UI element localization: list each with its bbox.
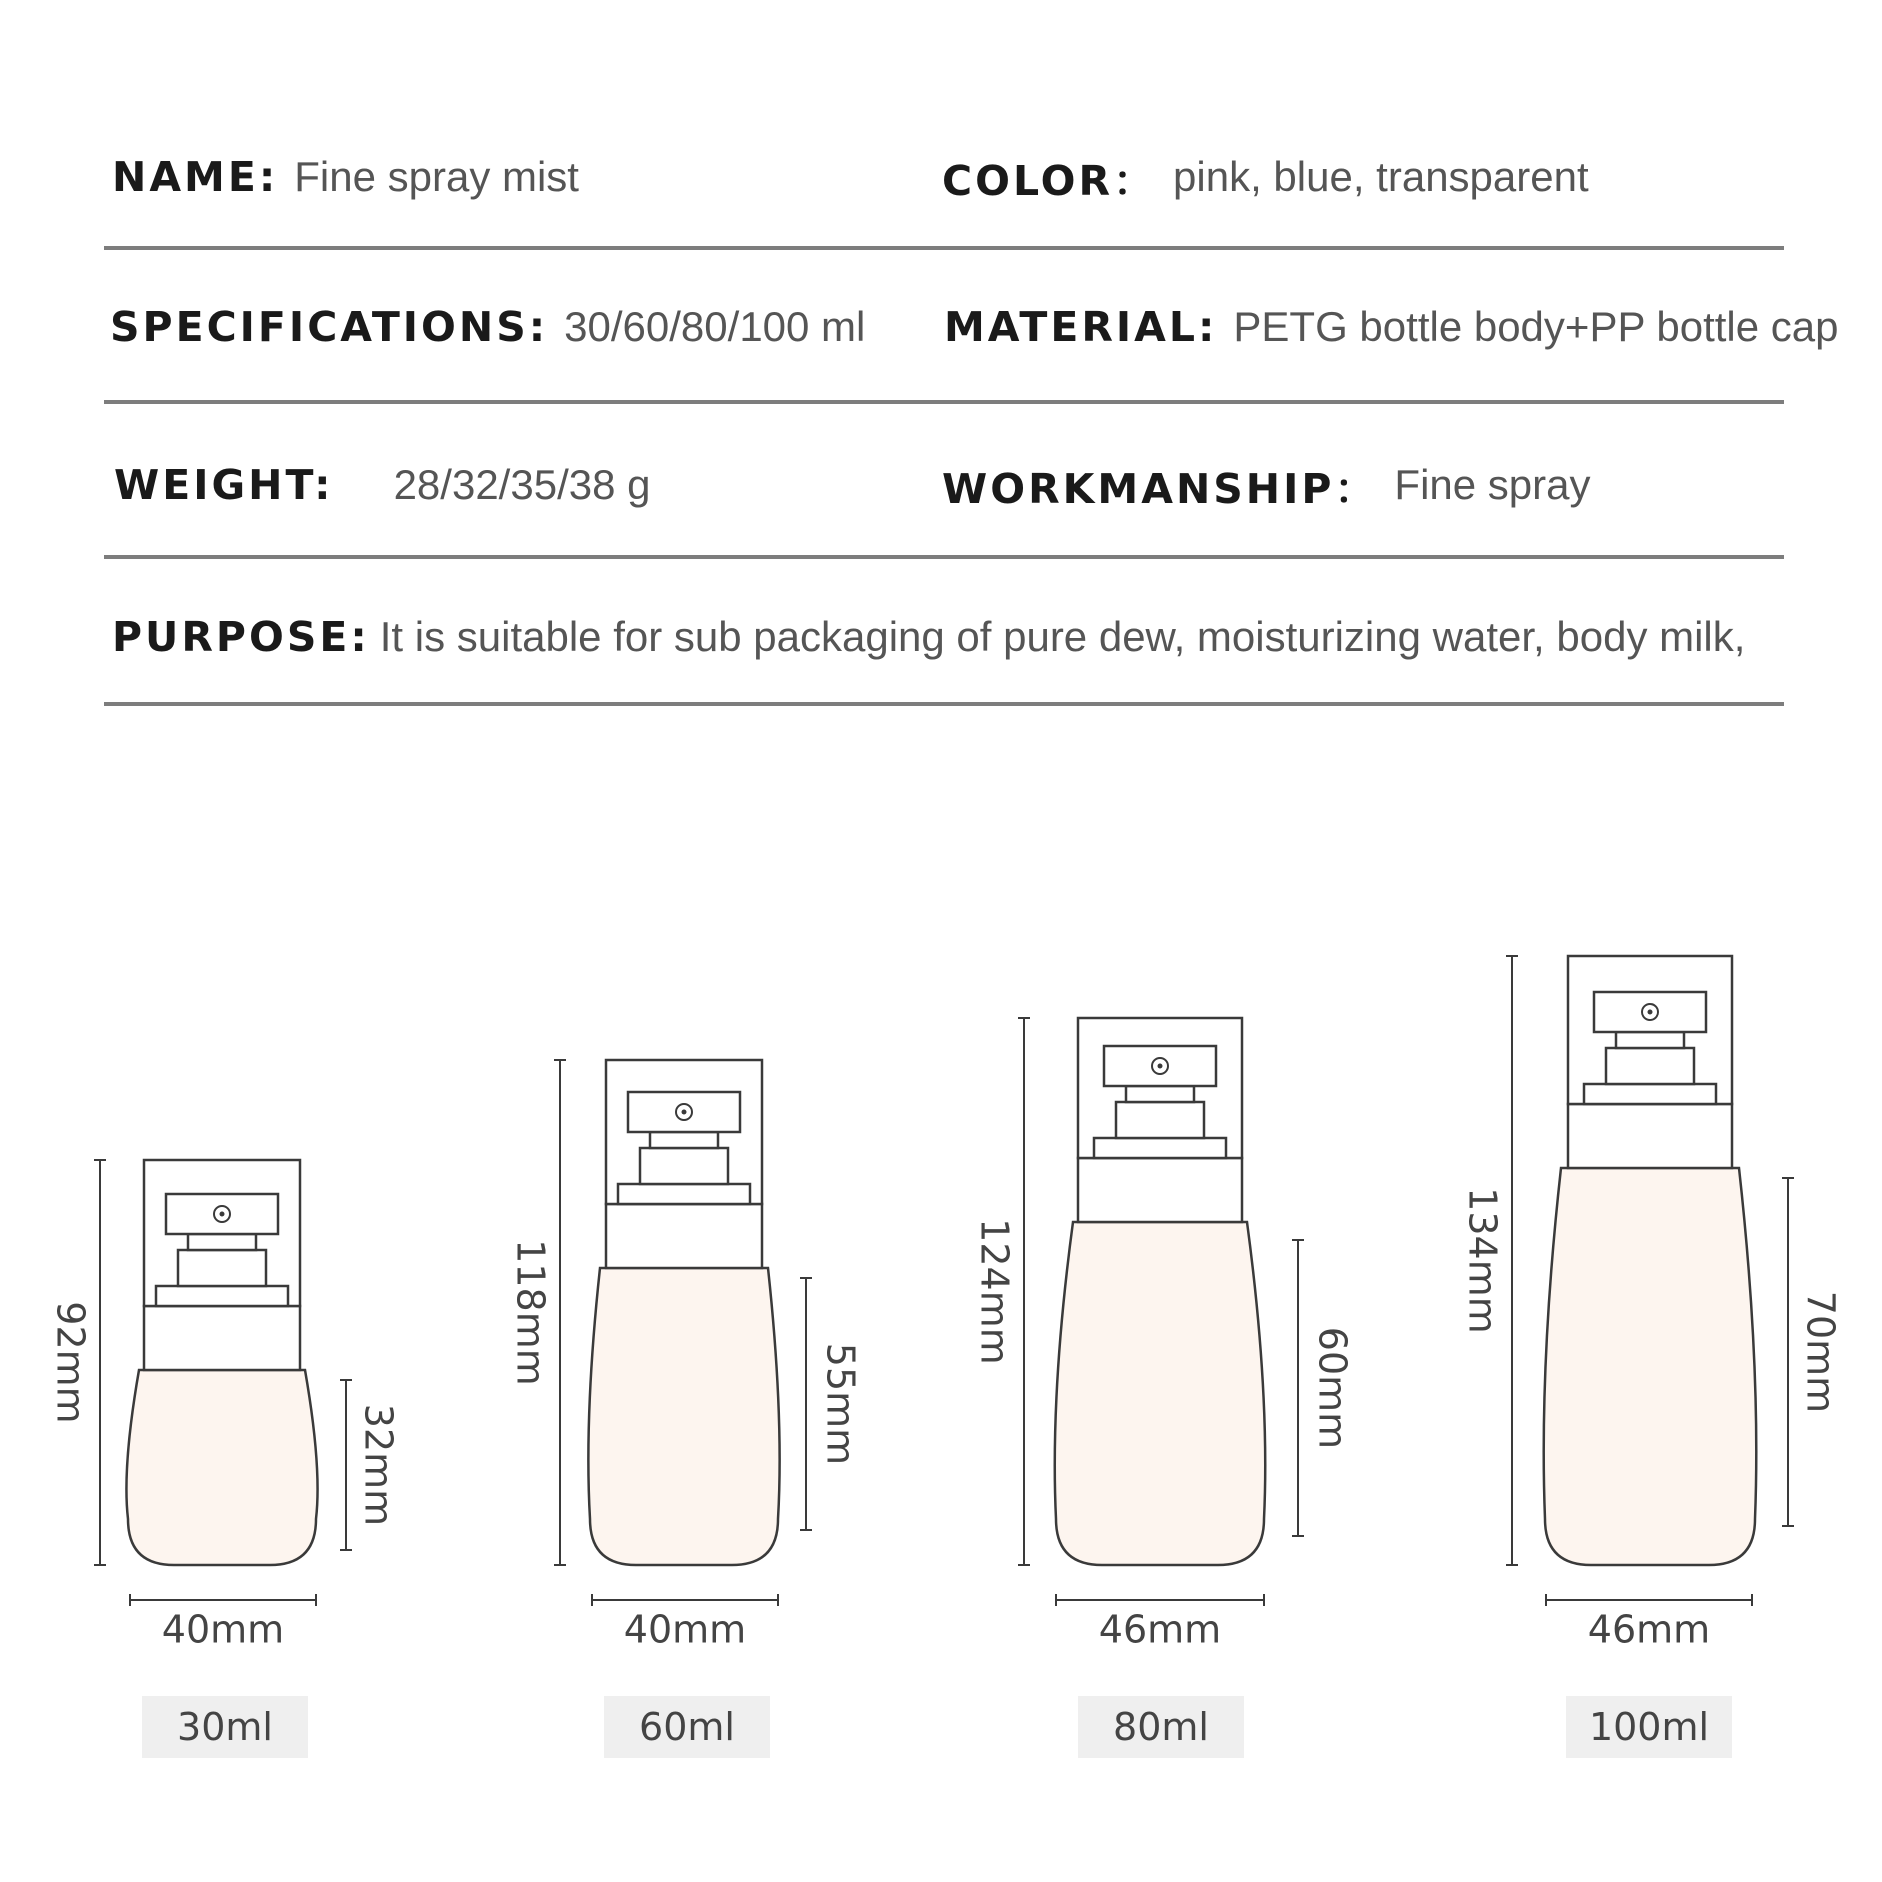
spec-weight: [114, 410, 650, 560]
spec-specifications-value: 30/60/80/100 ml: [564, 303, 866, 350]
pump-base: [1094, 1138, 1226, 1158]
bottle-collar: [1568, 1104, 1732, 1168]
pump-neck: [650, 1132, 718, 1148]
spec-workmanship-value: Fine spray: [1394, 461, 1591, 508]
height-label: 92mm: [48, 1301, 93, 1424]
capacity-badge-30ml: 30ml: [142, 1696, 308, 1758]
spec-material-label: MATERIAL:: [944, 303, 1218, 351]
nozzle-dot-icon: [1648, 1010, 1653, 1015]
pump-base: [618, 1184, 750, 1204]
spec-color-value: pink, blue, transparent: [1173, 153, 1589, 200]
pump-base: [1584, 1084, 1716, 1104]
bottle-body: [1055, 1222, 1265, 1565]
spec-purpose-label: PURPOSE:: [112, 613, 370, 661]
spec-purpose: [112, 562, 1745, 712]
bottle-collar: [1078, 1158, 1242, 1222]
divider: [104, 246, 1784, 250]
capacity-badge-60ml: 60ml: [604, 1696, 770, 1758]
pump-neck: [1126, 1086, 1194, 1102]
height-label: 118mm: [508, 1239, 553, 1386]
capacity-badge-80ml: 80ml: [1078, 1696, 1244, 1758]
spec-workmanship-label: WORKMANSHIP：: [942, 464, 1379, 513]
bottle-collar: [144, 1306, 300, 1370]
spec-weight-value: 28/32/35/38 g: [393, 461, 651, 508]
divider: [104, 702, 1784, 706]
spec-material-value: PETG bottle body+PP bottle cap: [1233, 303, 1839, 350]
bottle-body: [126, 1370, 317, 1565]
width-label: 46mm: [1098, 1607, 1222, 1652]
pump-stem: [1116, 1102, 1204, 1138]
pump-neck: [188, 1234, 256, 1250]
nozzle-dot-icon: [1158, 1064, 1163, 1069]
bottle-body: [588, 1268, 779, 1565]
spec-workmanship: [942, 410, 1591, 560]
spec-row-1: [104, 102, 1784, 252]
height-label: 134mm: [1460, 1187, 1505, 1334]
bottle-collar: [606, 1204, 762, 1268]
body-height-label: 55mm: [818, 1342, 863, 1466]
spec-color-label: COLOR：: [942, 156, 1158, 205]
height-label: 124mm: [972, 1218, 1017, 1365]
pump-stem: [640, 1148, 728, 1184]
body-height-label: 70mm: [1798, 1290, 1843, 1414]
spec-row-2: [104, 252, 1839, 402]
spec-material: [944, 252, 1839, 402]
nozzle-dot-icon: [220, 1212, 225, 1217]
spec-specifications: [110, 252, 865, 402]
spec-specifications-label: SPECIFICATIONS:: [110, 303, 549, 351]
bottle-drawings: [0, 900, 1882, 1780]
bottle-size-diagram: [0, 900, 1882, 1780]
body-height-label: 32mm: [356, 1403, 401, 1527]
pump-stem: [1606, 1048, 1694, 1084]
spec-name-label: NAME:: [112, 153, 279, 201]
body-height-label: 60mm: [1310, 1326, 1355, 1450]
bottle-body: [1544, 1168, 1757, 1565]
spec-weight-label: WEIGHT:: [114, 461, 334, 509]
spec-row-4: [104, 562, 1784, 712]
spec-color: [942, 102, 1589, 252]
spec-name: [112, 102, 579, 252]
spec-purpose-value: It is suitable for sub packaging of pure dew, moisturizing water, body milk,: [379, 613, 1746, 660]
spec-name-value: Fine spray mist: [294, 153, 579, 200]
capacity-badge-100ml: 100ml: [1566, 1696, 1732, 1758]
spec-row-3: [104, 410, 1784, 560]
divider: [104, 555, 1784, 559]
nozzle-dot-icon: [682, 1110, 687, 1115]
width-label: 46mm: [1587, 1607, 1711, 1652]
width-label: 40mm: [623, 1607, 747, 1652]
width-label: 40mm: [161, 1607, 285, 1652]
divider: [104, 400, 1784, 404]
pump-base: [156, 1286, 288, 1306]
pump-neck: [1616, 1032, 1684, 1048]
pump-stem: [178, 1250, 266, 1286]
